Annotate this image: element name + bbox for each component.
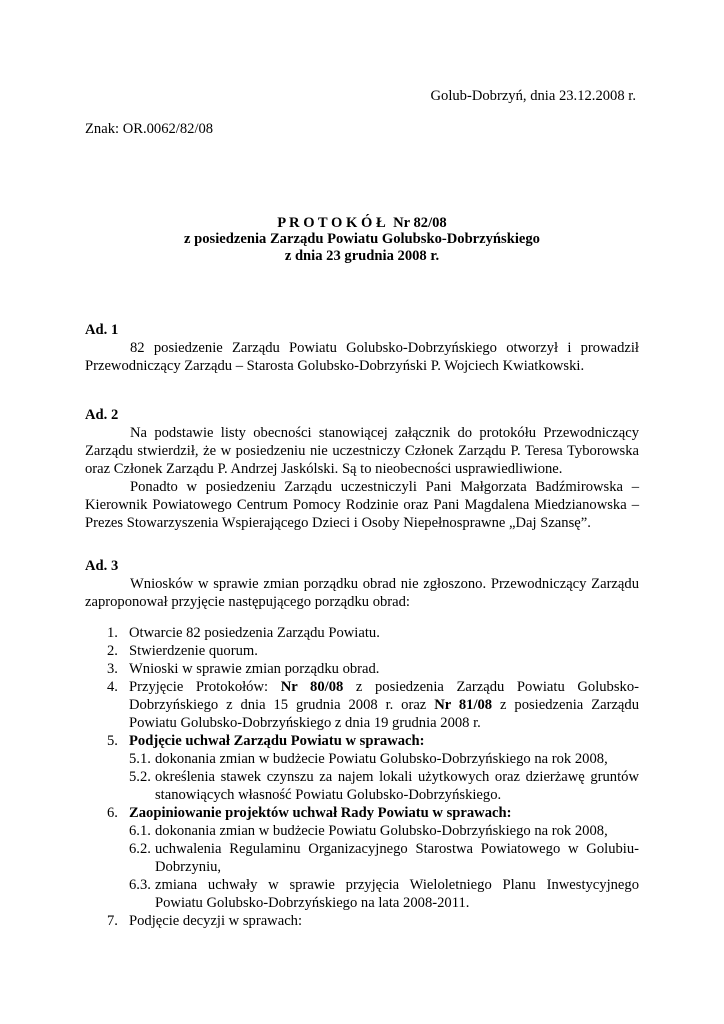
agenda-item-text: Podjęcie uchwał Zarządu Powiatu w sprawach: — [129, 733, 425, 749]
document-subtitle: z posiedzenia Zarządu Powiatu Golubsko-Dobrzyńskiego — [184, 231, 540, 247]
ad2-paragraph-1: Na podstawie listy obecności stanowiącej załącznik do protokółu Przewodniczący Zarządu stwierdził, że w posiedzeniu nie uczestniczy Członek Zarządu P. Teresa Tyborowska oraz Członek Zarządu P. Andrzej Jaskólski. Są to nieobecności usprawiedliwione. — [85, 425, 639, 477]
agenda-item-number: 5. — [107, 733, 118, 749]
agenda-subitem-number: 6.2. — [129, 841, 151, 857]
agenda-subitem — [85, 822, 639, 840]
ad1-heading: Ad. 1 — [85, 322, 119, 338]
agenda-subitem-text: określenia stawek czynszu za najem lokali użytkowych oraz dzierżawę gruntów stanowiących własność Powiatu Golubsko-Dobrzyńskiego. — [155, 769, 639, 803]
agenda-subitem — [85, 840, 639, 876]
agenda-item-number: 7. — [107, 913, 118, 929]
ad2-heading: Ad. 2 — [85, 407, 119, 423]
agenda-subitem-text: uchwalenia Regulaminu Organizacyjnego Starostwa Powiatowego w Golubiu-Dobrzyniu, — [155, 841, 639, 875]
agenda-item-number: 4. — [107, 679, 118, 695]
agenda-item-text: Wnioski w sprawie zmian porządku obrad. — [129, 661, 380, 677]
agenda-subitem — [85, 768, 639, 804]
ad3-intro: Wniosków w sprawie zmian porządku obrad nie zgłoszono. Przewodniczący Zarządu zaproponował przyjęcie następującego porządku obrad: — [85, 576, 639, 610]
agenda-item-number: 1. — [107, 625, 118, 641]
agenda-subitem-number: 5.2. — [129, 769, 151, 785]
agenda-text-part: z posiedzenia Zarządu Powiatu Golubsko-Dobrzyńskiego z dnia 19 grudnia 2008 r. — [129, 697, 639, 731]
document-date-line: z dnia 23 grudnia 2008 r. — [284, 248, 440, 264]
protocol-number: Nr 81/08 — [434, 697, 493, 713]
agenda-subitem-number: 5.1. — [129, 751, 151, 767]
agenda-item — [85, 660, 639, 678]
document-title: P R O T O K Ó Ł Nr 82/08 — [277, 215, 447, 231]
agenda-item — [85, 732, 639, 750]
agenda-item — [85, 804, 639, 822]
agenda-subitem-number: 6.3. — [129, 877, 151, 893]
agenda-item — [85, 912, 639, 930]
ad3-heading: Ad. 3 — [85, 558, 119, 574]
agenda-subitem — [85, 876, 639, 912]
protocol-number: Nr 80/08 — [280, 679, 344, 695]
agenda-item-number: 3. — [107, 661, 118, 677]
agenda-item-text: Zaopiniowanie projektów uchwał Rady Powiatu w sprawach: — [129, 805, 512, 821]
agenda-item-text: Podjęcie decyzji w sprawach: — [129, 913, 303, 929]
agenda-item-number: 6. — [107, 805, 118, 821]
place-date: Golub-Dobrzyń, dnia 23.12.2008 r. — [430, 88, 636, 104]
agenda-item — [85, 678, 639, 732]
ad1-paragraph: 82 posiedzenie Zarządu Powiatu Golubsko-Dobrzyńskiego otworzył i prowadził Przewodniczący Zarządu – Starosta Golubsko-Dobrzyński P. Wojciech Kwiatkowski. — [85, 340, 639, 374]
agenda-item-text: Stwierdzenie quorum. — [129, 643, 258, 659]
agenda-subitem-text: zmiana uchwały w sprawie przyjęcia Wieloletniego Planu Inwestycyjnego Powiatu Golubsko-Dobrzyńskiego na lata 2008-2011. — [155, 877, 639, 911]
agenda-item-text — [129, 679, 639, 731]
agenda-text-part: z posiedzenia Zarządu Powiatu Golubsko-Dobrzyńskiego z dnia 15 grudnia 2008 r. oraz — [129, 679, 639, 713]
agenda-list — [85, 624, 639, 930]
agenda-item — [85, 642, 639, 660]
agenda-subitem-number: 6.1. — [129, 823, 151, 839]
ad1-body — [85, 339, 639, 375]
agenda-subitem-text: dokonania zmian w budżecie Powiatu Golubsko-Dobrzyńskiego na rok 2008, — [155, 751, 608, 767]
agenda-text-part: Przyjęcie Protokołów: — [129, 679, 281, 695]
agenda-subitem-text: dokonania zmian w budżecie Powiatu Golubsko-Dobrzyńskiego na rok 2008, — [155, 823, 608, 839]
agenda-item — [85, 624, 639, 642]
reference-number: Znak: OR.0062/82/08 — [85, 121, 214, 137]
ad3-body — [85, 575, 639, 611]
agenda-item-number: 2. — [107, 643, 118, 659]
ad2-paragraph-2: Ponadto w posiedzeniu Zarządu uczestniczyli Pani Małgorzata Badźmirowska – Kierownik Powiatowego Centrum Pomocy Rodzinie oraz Pani Magdalena Miedzianowska – Prezes Stowarzyszenia Wspierającego Dzieci i Osoby Niepełnosprawne „Daj Szansę”. — [85, 479, 639, 531]
agenda-subitem — [85, 750, 639, 768]
ad2-body — [85, 424, 639, 532]
agenda-item-text: Otwarcie 82 posiedzenia Zarządu Powiatu. — [129, 625, 380, 641]
